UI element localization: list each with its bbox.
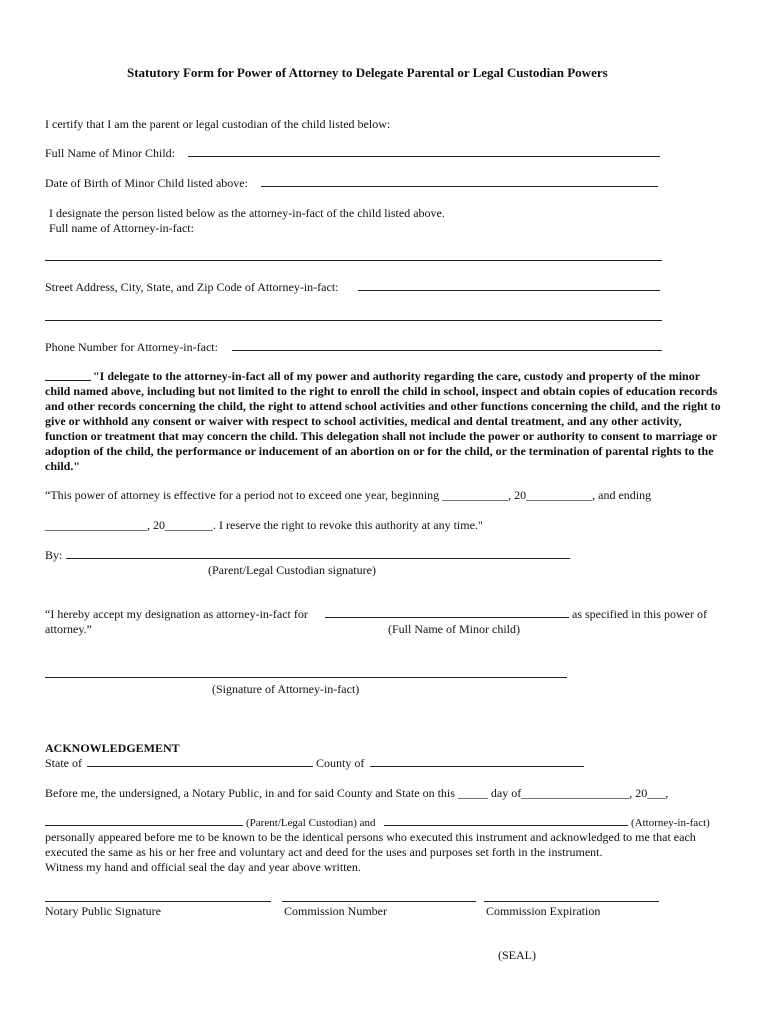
minor-name-caption: (Full Name of Minor child) [388, 622, 520, 636]
parent-signature-caption: (Parent/Legal Custodian signature) [208, 563, 376, 577]
appeared-statement: personally appeared before me to be known to be the identical persons who executed this instrument and acknowledged to me that each executed the same as his or her free and voluntary act and deed for the uses and purposes set forth in the instrument. [45, 830, 696, 859]
county-label: County of [316, 756, 365, 770]
delegation-text: "I delegate to the attorney-in-fact all of my power and authority regarding the care, custody and property of the minor child named above, including but not limited to the right to enroll the child in school, inspect and obtain copies of education records and other records concerning the child, the right to attend school activities and other functions concerning the child, and the right to give or withhold any consent or waiver with respect to school activities, medical and dental treatment, and any other activity, function or treatment that may concern the child. This delegation shall not include the power or authority to consent to marriage or adoption of the child, the performance or inducement of an abortion on or for the child, or the termination of parental rights to the child." [45, 369, 721, 473]
attorney-name-line[interactable] [45, 260, 662, 261]
before-me-statement: Before me, the undersigned, a Notary Public, in and for said County and State on this _____ day of__________________, 20___, [45, 786, 669, 800]
attorney-signature-caption: (Signature of Attorney-in-fact) [212, 682, 360, 696]
address-label: Street Address, City, State, and Zip Code of Attorney-in-fact: [45, 280, 339, 294]
accept-line2: attorney.” [45, 622, 92, 636]
notary-signature-label: Notary Public Signature [45, 904, 161, 918]
phone-label: Phone Number for Attorney-in-fact: [45, 340, 218, 354]
phone-line[interactable] [232, 350, 662, 351]
witness-statement: Witness my hand and official seal the day and year above written. [45, 860, 361, 874]
effective-period-line2: _________________, 20________. I reserve the right to revoke this authority at any time." [45, 518, 483, 532]
notary-signature-line[interactable] [45, 901, 271, 902]
accept-end: as specified in this power of [572, 607, 707, 621]
commission-expiration-line[interactable] [484, 901, 659, 902]
seal-label: (SEAL) [498, 948, 536, 962]
acknowledgement-heading: ACKNOWLEDGEMENT [45, 741, 180, 755]
commission-number-label: Commission Number [284, 904, 388, 918]
attorney-signature-line[interactable] [45, 677, 567, 678]
state-label: State of [45, 756, 82, 770]
state-line[interactable] [87, 766, 313, 767]
designate-line2: Full name of Attorney-in-fact: [49, 221, 194, 235]
minor-name-label: Full Name of Minor Child: [45, 146, 175, 160]
designate-line1: I designate the person listed below as the attorney-in-fact of the child listed above. [49, 206, 445, 220]
address-line-2[interactable] [45, 320, 662, 321]
ack-parent-caption: (Parent/Legal Custodian) and [246, 817, 376, 829]
ack-attorney-line[interactable] [384, 825, 628, 826]
ack-parent-line[interactable] [45, 825, 243, 826]
dob-label: Date of Birth of Minor Child listed above: [45, 176, 248, 190]
certify-statement: I certify that I am the parent or legal custodian of the child listed below: [45, 117, 391, 131]
accept-start: “I hereby accept my designation as attorney-in-fact for [45, 607, 308, 621]
dob-line[interactable] [261, 186, 658, 187]
minor-name-line[interactable] [188, 156, 660, 157]
effective-period-line1: “This power of attorney is effective for a period not to exceed one year, beginning ___________, 20___________, and ending [45, 488, 652, 502]
commission-expiration-label: Commission Expiration [486, 904, 601, 918]
by-label: By: [45, 548, 63, 562]
commission-number-line[interactable] [282, 901, 476, 902]
parent-signature-line[interactable] [66, 558, 570, 559]
address-line-1[interactable] [358, 290, 660, 291]
form-title: Statutory Form for Power of Attorney to Delegate Parental or Legal Custodian Powers [127, 65, 608, 80]
ack-attorney-caption: (Attorney-in-fact) [631, 817, 710, 829]
accept-minor-name-line[interactable] [325, 617, 569, 618]
county-line[interactable] [370, 766, 584, 767]
